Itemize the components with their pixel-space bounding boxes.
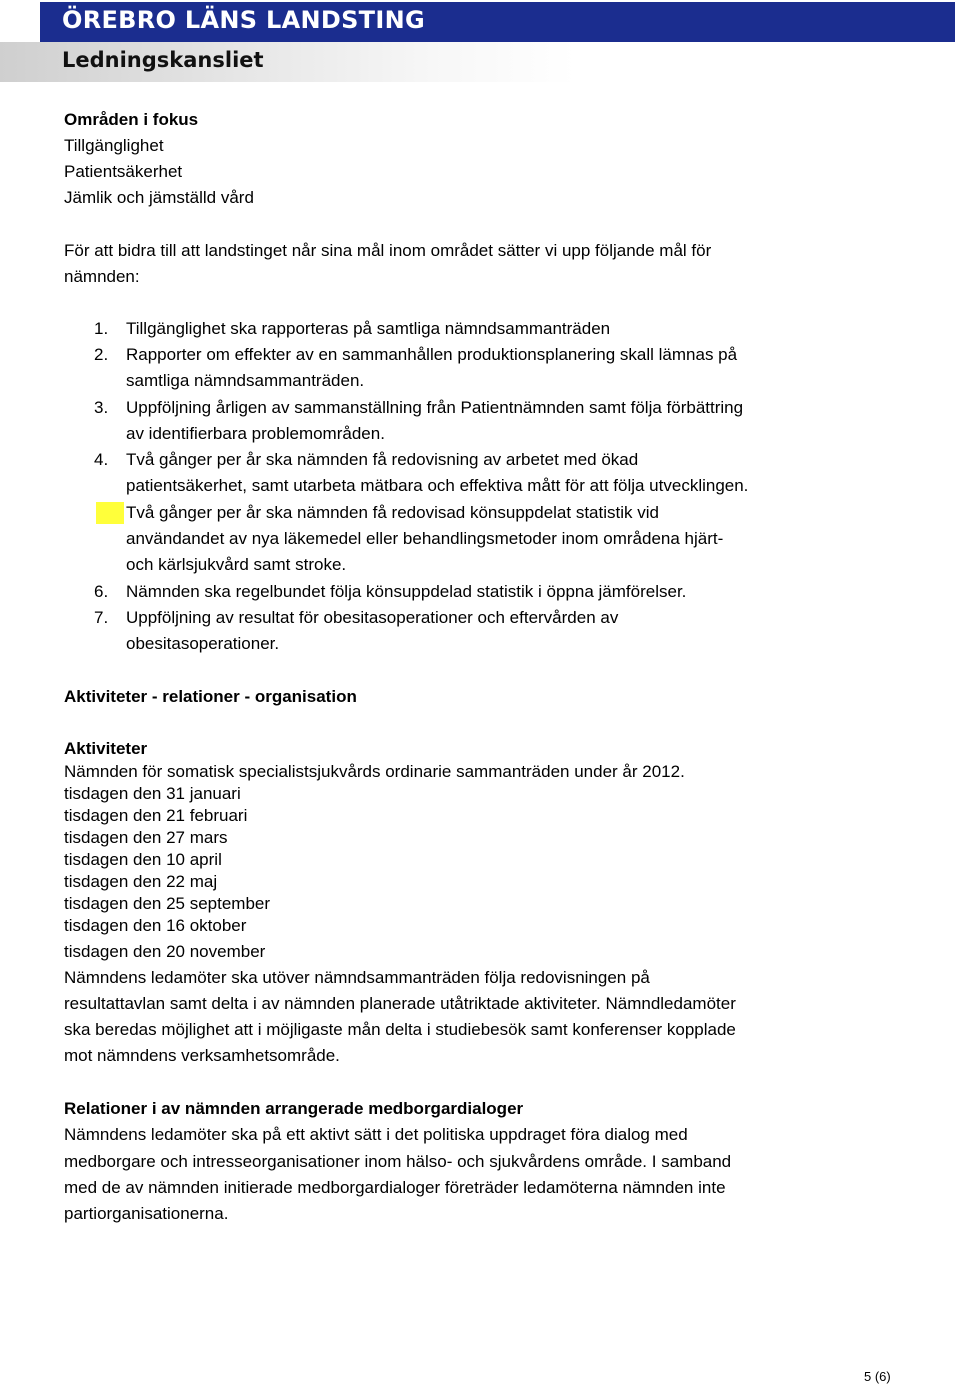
activities-heading: Aktiviteter [64, 739, 148, 758]
relations-paragraph-line: Nämndens ledamöter ska på ett aktivt sätt i det politiska uppdraget föra dialog med [64, 1125, 688, 1144]
meeting-date: tisdagen den 25 september [64, 894, 271, 913]
goal-text: Två gånger per år ska nämnden få redovisning av arbetet med ökad [126, 450, 639, 469]
goal-number: 4. [94, 450, 109, 469]
goal-text: patientsäkerhet, samt utarbeta mätbara och effektiva mått för att följa utvecklingen. [126, 476, 749, 495]
department-title: Ledningskansliet [62, 48, 264, 72]
goal-number: 6. [94, 582, 109, 601]
meeting-date: tisdagen den 31 januari [64, 784, 241, 803]
goal-text: Två gånger per år ska nämnden få redovisad könsuppdelat statistik vid [126, 503, 659, 522]
goal-number: 1. [94, 319, 109, 338]
goal-text: användandet av nya läkemedel eller behandlingsmetoder inom områdena hjärt- [126, 529, 724, 548]
meeting-date: tisdagen den 16 oktober [64, 916, 247, 935]
goal-text: av identifierbara problemområden. [126, 424, 385, 443]
goal-text: Nämnden ska regelbundet följa könsuppdelad statistik i öppna jämförelser. [126, 582, 687, 601]
activities-paragraph-line: ska beredas möjlighet att i möjligaste mån delta i studiebesök samt konferenser kopplade [64, 1020, 736, 1039]
meeting-date: tisdagen den 10 april [64, 850, 222, 869]
goal-text: Tillgänglighet ska rapporteras på samtliga nämndsammanträden [126, 319, 611, 338]
goal-text: samtliga nämndsammanträden. [126, 371, 365, 390]
focus-heading: Områden i fokus [64, 110, 199, 129]
highlight-marker [96, 502, 124, 524]
goal-text: obesitasoperationer. [126, 634, 280, 653]
intro-line: nämnden: [64, 267, 140, 286]
activities-paragraph-line: resultattavlan samt delta i av nämnden planerade utåtriktade aktiviteter. Nämndledamöter [64, 994, 736, 1013]
meeting-date: tisdagen den 20 november [64, 942, 266, 961]
goal-number: 2. [94, 345, 109, 364]
focus-item: Patientsäkerhet [64, 162, 183, 181]
section-heading: Aktiviteter - relationer - organisation [64, 687, 357, 706]
intro-line: För att bidra till att landstinget når sina mål inom området sätter vi upp följande mål för [64, 241, 712, 260]
relations-heading: Relationer i av nämnden arrangerade medborgardialoger [64, 1099, 524, 1118]
activities-paragraph-line: Nämndens ledamöter ska utöver nämndsammanträden följa redovisningen på [64, 968, 650, 987]
focus-item: Tillgänglighet [64, 136, 164, 155]
meeting-date: tisdagen den 21 februari [64, 806, 248, 825]
focus-item: Jämlik och jämställd vård [64, 188, 254, 207]
page-number: 5 (6) [864, 1369, 891, 1384]
goal-text: och kärlsjukvård samt stroke. [126, 555, 347, 574]
meeting-date: tisdagen den 27 mars [64, 828, 228, 847]
relations-paragraph-line: med de av nämnden initierade medborgardialoger företräder ledamöterna nämnden inte [64, 1178, 726, 1197]
goal-text: Uppföljning årligen av sammanställning från Patientnämnden samt följa förbättring [126, 398, 744, 417]
meeting-date: tisdagen den 22 maj [64, 872, 218, 891]
activities-paragraph-line: mot nämndens verksamhetsområde. [64, 1046, 340, 1065]
activities-intro: Nämnden för somatisk specialistsjukvårds ordinarie sammanträden under år 2012. [64, 762, 685, 781]
relations-paragraph-line: medborgare och intresseorganisationer inom hälso- och sjukvårdens område. I samband [64, 1152, 732, 1171]
goal-number: 3. [94, 398, 109, 417]
organization-title: ÖREBRO LÄNS LANDSTING [62, 6, 425, 34]
goal-number: 7. [94, 608, 109, 627]
goal-text: Uppföljning av resultat för obesitasoperationer och eftervården av [126, 608, 619, 627]
relations-paragraph-line: partiorganisationerna. [64, 1204, 229, 1223]
goal-text: Rapporter om effekter av en sammanhållen produktionsplanering skall lämnas på [126, 345, 738, 364]
